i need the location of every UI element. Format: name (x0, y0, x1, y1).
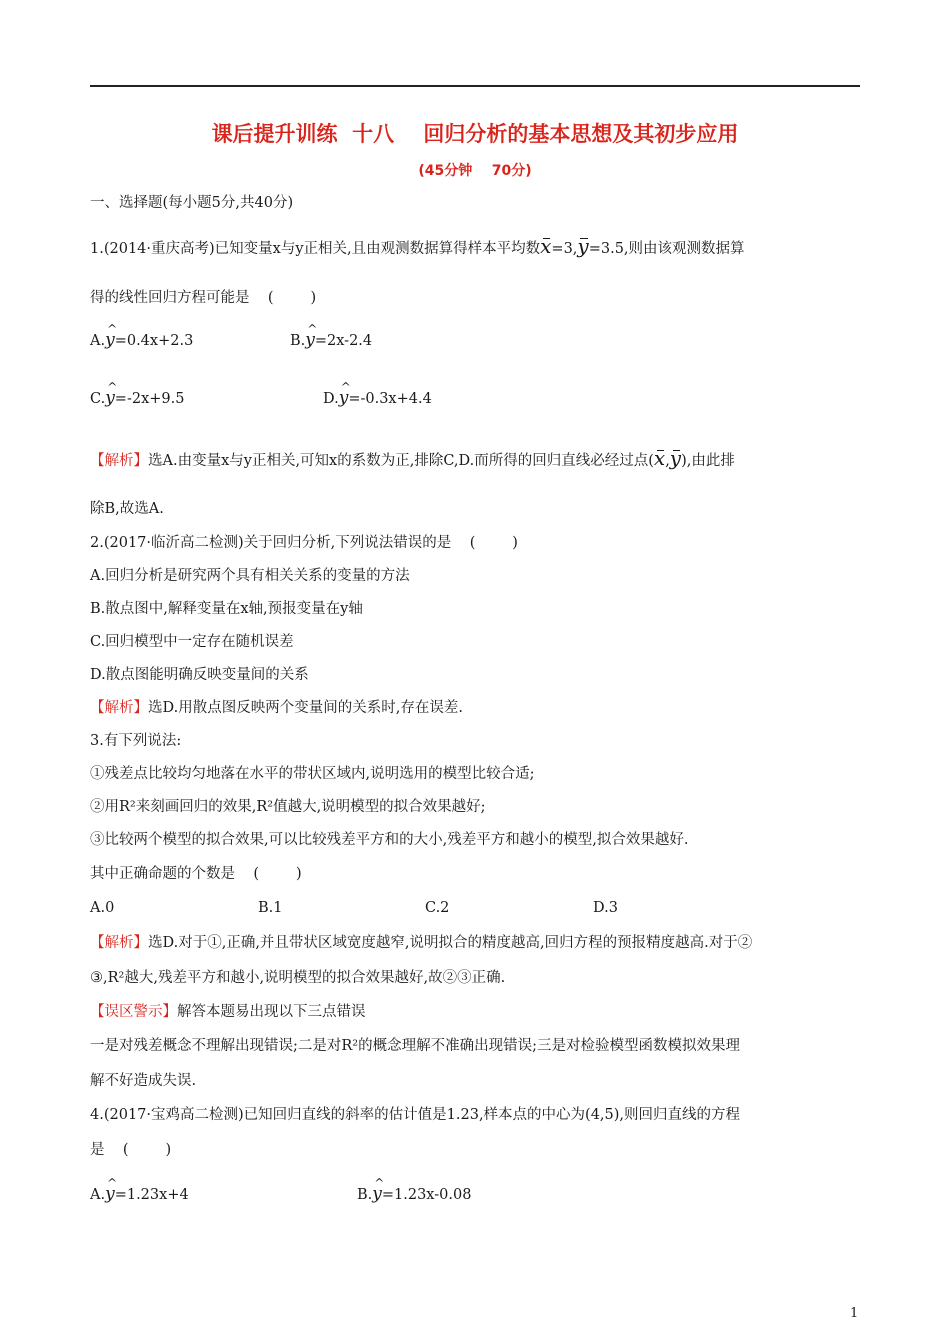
q4-option-b: B.^ y=1.23x-0.08 (357, 1184, 471, 1205)
q1-option-d: D.^ y=-0.3x+4.4 (323, 388, 432, 409)
q3-item-2: ②用R²来刻画回归的效果,R²值越大,说明模型的拟合效果越好; (90, 799, 486, 815)
q3-item-3: ③比较两个模型的拟合效果,可以比较残差平方和的大小,残差平方和越小的模型,拟合效果越好. (90, 832, 689, 848)
q4-stem-line2: 是 ( ) (90, 1142, 172, 1158)
q3-warning: 【误区警示】解答本题易出现以下三点错误 (90, 1004, 366, 1020)
y-hat-symbol: ^ y (305, 330, 315, 350)
analysis-tag: 【解析】 (90, 453, 148, 469)
q1-analysis-line2: 除B,故选A. (90, 501, 164, 517)
q3-warning-line1: 一是对残差概念不理解出现错误;二是对R²的概念理解不准确出现错误;三是对检验模型函数模拟效果理 (90, 1038, 740, 1054)
header-rule (90, 85, 860, 87)
q1-stem-line2: 得的线性回归方程可能是 ( ) (90, 290, 317, 306)
q1-analysis: 【解析】选A.由变量x与y正相关,可知x的系数为正,排除C,D.而所得的回归直线必经过点(x,y),由此排 (90, 446, 735, 470)
y-hat-symbol: ^ y (339, 388, 349, 408)
q3-option-b: B.1 (258, 900, 283, 916)
q3-item-1: ①残差点比较均匀地落在水平的带状区域内,说明选用的模型比较合适; (90, 766, 535, 782)
y-bar-symbol: y (577, 234, 589, 258)
analysis-tag: 【解析】 (90, 700, 148, 716)
q2-option-b: B.散点图中,解释变量在x轴,预报变量在y轴 (90, 601, 363, 617)
warning-tag: 【误区警示】 (90, 1004, 177, 1020)
q2-stem: 2.(2017·临沂高二检测)关于回归分析,下列说法错误的是 ( ) (90, 535, 518, 551)
q3-warning-line2: 解不好造成失误. (90, 1073, 197, 1089)
q1-stem-line1: 1.(2014·重庆高考)已知变量x与y正相关,且由观测数据算得样本平均数x=3,y=3.5,则由该观测数据算 (90, 234, 745, 258)
x-bar-symbol: x (653, 446, 666, 470)
q2-option-d: D.散点图能明确反映变量间的关系 (90, 667, 309, 683)
y-hat-symbol: ^ y (105, 1184, 115, 1204)
q1-option-a: A.^ y=0.4x+2.3 (90, 330, 193, 351)
q3-analysis: 【解析】选D.对于①,正确,并且带状区域宽度越窄,说明拟合的精度越高,回归方程的预报精度越高.对于② (90, 935, 753, 951)
q3-option-a: A.0 (90, 900, 115, 916)
analysis-tag: 【解析】 (90, 935, 148, 951)
y-hat-symbol: ^ y (372, 1184, 382, 1204)
q3-question: 其中正确命题的个数是 ( ) (90, 866, 302, 882)
y-hat-symbol: ^ y (105, 330, 115, 350)
x-bar-symbol: x (540, 234, 552, 258)
page-title: 课后提升训练 十八 回归分析的基本思想及其初步应用 (211, 122, 739, 146)
y-hat-symbol: ^ y (105, 388, 115, 408)
page-number: 1 (850, 1306, 859, 1321)
y-bar-symbol: y (669, 446, 682, 470)
q1-option-b: B.^ y=2x-2.4 (290, 330, 372, 351)
q3-option-d: D.3 (593, 900, 618, 916)
q4-option-a: A.^ y=1.23x+4 (90, 1184, 189, 1205)
q2-option-a: A.回归分析是研究两个具有相关关系的变量的方法 (90, 568, 410, 584)
q2-option-c: C.回归模型中一定存在随机误差 (90, 634, 294, 650)
q1-option-c: C.^ y=-2x+9.5 (90, 388, 184, 409)
q2-analysis: 【解析】选D.用散点图反映两个变量间的关系时,存在误差. (90, 700, 463, 716)
q4-stem-line1: 4.(2017·宝鸡高二检测)已知回归直线的斜率的估计值是1.23,样本点的中心为(4,5),则回归直线的方程 (90, 1107, 741, 1123)
section-heading: 一、选择题(每小题5分,共40分) (90, 195, 294, 211)
q3-option-c: C.2 (425, 900, 450, 916)
q3-stem: 3.有下列说法: (90, 733, 182, 749)
q3-analysis-line2: ③,R²越大,残差平方和越小,说明模型的拟合效果越好,故②③正确. (90, 970, 506, 986)
page-subtitle: (45分钟 70分) (418, 163, 532, 179)
